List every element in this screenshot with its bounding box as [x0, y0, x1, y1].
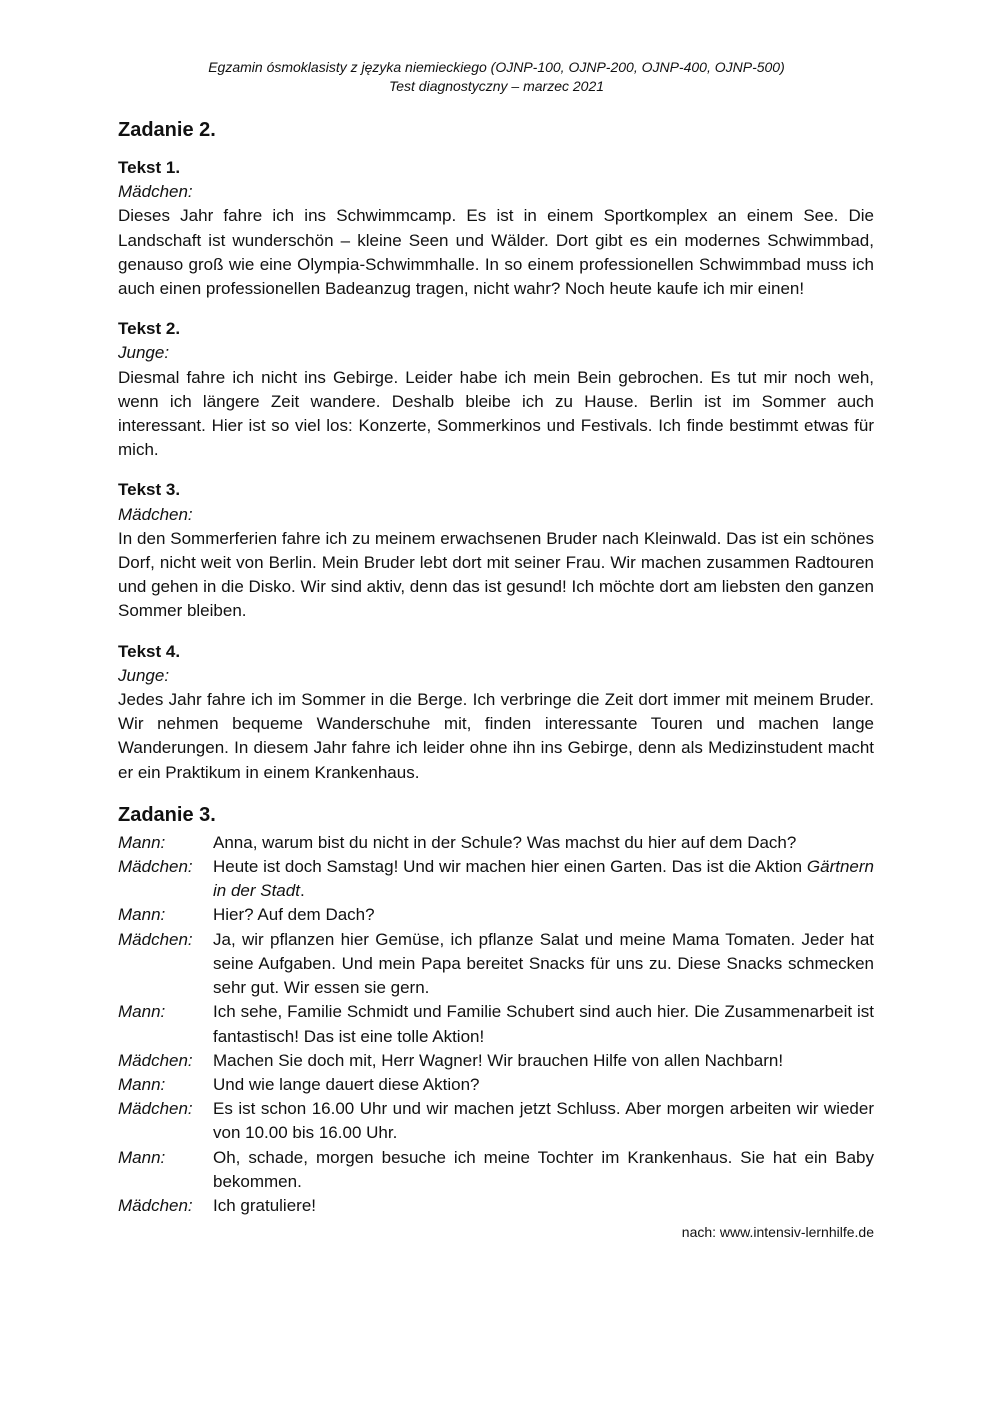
- source-note: nach: www.intensiv-lernhilfe.de: [681, 1224, 874, 1241]
- dialog-text: Und wie lange dauert diese Aktion?: [213, 1074, 480, 1094]
- aktion-name: Gärtnern in der Stadt: [213, 857, 874, 901]
- dialog-text: Ich sehe, Familie Schmidt und Familie Schubert sind auch hier. Die Zusammenarbeit ist fantastisch! Das ist eine tolle Aktion!: [213, 1002, 874, 1046]
- dialog-speaker: Mädchen:: [118, 929, 193, 949]
- dialog-text: Anna, warum bist du nicht in der Schule? Was machst du hier auf dem Dach?: [213, 832, 797, 852]
- dialog-speaker: Mädchen:: [118, 857, 193, 877]
- dialog-text-main: Heute ist doch Samstag! Und wir machen hier einen Garten. Das ist die Aktion: [213, 857, 803, 877]
- dialog-text: Ja, wir pflanzen hier Gemüse, ich pflanze Salat und meine Mama Tomaten. Jeder hat seine Aufgaben. Und mein Papa bereitet Snacks für uns zu. Diese Snacks schmecken sehr gut. Wir essen sie gern.: [213, 929, 874, 998]
- tekst-title: Tekst 4.: [118, 641, 181, 661]
- dialog-text: Ich gratuliere!: [213, 1195, 316, 1215]
- zadanie-3-title: Zadanie 3.: [118, 803, 216, 826]
- tekst-block: [118, 640, 874, 785]
- dialog-line: [118, 1194, 874, 1218]
- dialog-speaker: Mann:: [118, 905, 166, 925]
- speaker-label: Mädchen:: [118, 504, 193, 524]
- dialog-text-tail: .: [299, 881, 305, 901]
- dialog-line: [118, 1146, 874, 1194]
- tekst-body: Diesmal fahre ich nicht ins Gebirge. Leider habe ich mein Bein gebrochen. Es tut mir noch weh, wenn ich längere Zeit wandere. Deshalb bleibe ich zu Hause. Berlin ist im Sommer auch interessant. Hier ist so viel los: Konzerte, Sommerkinos und Festivals. Ich finde bestimmt etwas für mich.: [118, 367, 874, 460]
- speaker-label: Junge:: [118, 343, 170, 363]
- dialog-text: Machen Sie doch mit, Herr Wagner! Wir brauchen Hilfe von allen Nachbarn!: [213, 1050, 784, 1070]
- dialog-speaker: Mann:: [118, 832, 166, 852]
- tekst-block: [118, 317, 874, 462]
- header-line-1: Egzamin ósmoklasisty z języka niemieckiego (OJNP-100, OJNP-200, OJNP-400, OJNP-500): [208, 59, 785, 75]
- tekst-body: In den Sommerferien fahre ich zu meinem erwachsenen Bruder nach Kleinwald. Das ist ein schönes Dorf, nicht weit von Berlin. Mein Bruder lebt dort mit seiner Frau. Wir machen zusammen Radtouren und gehen in die Disko. Wir sind aktiv, denn das ist gesund! Ich möchte dort am liebsten den ganzen Sommer bleiben.: [118, 528, 874, 621]
- page-header: [0, 58, 993, 96]
- dialog-line: [118, 928, 874, 1001]
- dialog-text: [213, 855, 874, 903]
- tekst-block: [118, 478, 874, 623]
- dialog-line: [118, 831, 874, 855]
- tekst-body: Jedes Jahr fahre ich im Sommer in die Berge. Ich verbringe die Zeit dort immer mit meinem Bruder. Wir nehmen bequeme Wanderschuhe mit, finden interessante Touren und machen lange Wanderungen. In diesem Jahr fahre ich leider ohne ihn ins Gebirge, denn als Medizinstudent macht er ein Praktikum in einem Krankenhaus.: [118, 690, 874, 782]
- dialog-speaker: Mädchen:: [118, 1195, 193, 1215]
- dialog-speaker: Mann:: [118, 1074, 166, 1094]
- tekst-title: Tekst 3.: [118, 480, 181, 500]
- header-line-2: Test diagnostyczny – marzec 2021: [388, 78, 605, 94]
- dialog-speaker: Mann:: [118, 1002, 166, 1022]
- zadanie-2-title: Zadanie 2.: [118, 119, 216, 141]
- dialog-line: [118, 1000, 874, 1048]
- dialog-line: [118, 855, 874, 903]
- tekst-block: [118, 156, 874, 301]
- dialog-line: [118, 1073, 874, 1097]
- tekst-title: Tekst 1.: [118, 158, 181, 177]
- tekst-body: Dieses Jahr fahre ich ins Schwimmcamp. Es ist in einem Sportkomplex an einem See. Die Landschaft ist wunderschön – kleine Seen und Wälder. Dort gibt es ein modernes Schwimmbad, genauso groß wie eine Olympia-Schwimmhalle. In so einem professionellen Schwimmbad muss ich auch einen professionellen Badeanzug tragen, nicht wahr? Noch heute kaufe ich mir einen!: [118, 206, 874, 299]
- dialog-line: [118, 1049, 874, 1073]
- dialog-text: Hier? Auf dem Dach?: [213, 905, 375, 925]
- dialog-speaker: Mädchen:: [118, 1099, 193, 1119]
- dialog-speaker: Mann:: [118, 1147, 166, 1167]
- dialog-speaker: Mädchen:: [118, 1050, 193, 1070]
- speaker-label: Mädchen:: [118, 182, 193, 202]
- dialog-text: Oh, schade, morgen besuche ich meine Tochter im Krankenhaus. Sie hat ein Baby bekommen.: [213, 1147, 874, 1191]
- tekst-title: Tekst 2.: [118, 319, 181, 339]
- dialog: [118, 831, 874, 1218]
- dialog-line: [118, 1097, 874, 1145]
- page-content: [118, 116, 874, 1242]
- dialog-line: [118, 903, 874, 927]
- dialog-text: Es ist schon 16.00 Uhr und wir machen jetzt Schluss. Aber morgen arbeiten wir wieder von 10.00 bis 16.00 Uhr.: [213, 1099, 874, 1143]
- speaker-label: Junge:: [118, 665, 170, 685]
